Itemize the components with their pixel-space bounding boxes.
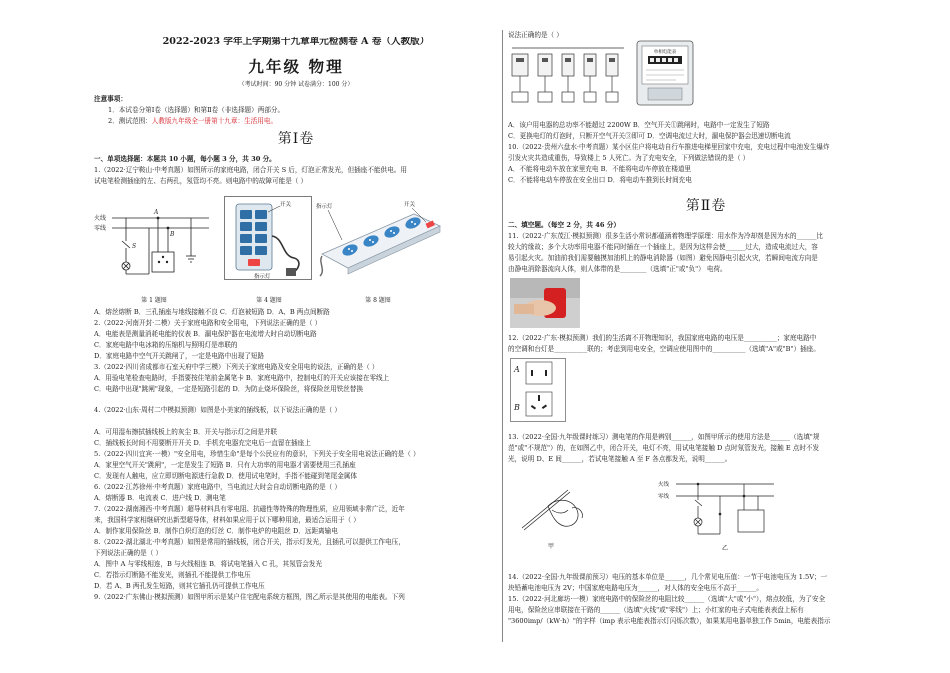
q2-stem: 2.（2022·河南开封·二模）关于家庭电路和安全用电，下列说法正确的是（ ） [94, 319, 322, 327]
q2-option-ab: A．电能表是测量消耗电能的仪表 B．漏电保护器在电流增大时自动切断电路 [94, 330, 317, 338]
q11-line-1: 11.（2022·广东茂江·模拟预测）很多生活小常识都蕴涵着物理学原理：用水作为冷却剂是因为水的______比 [508, 232, 823, 240]
q14-line-2: 块铅蓄电池电压为 2V；中国家庭电路电压为______，对人体的安全电压不高于______。 [508, 584, 764, 592]
q4-power-strip-figure [224, 196, 312, 280]
q9-stem-continued: 说法正确的是（ ） [508, 31, 563, 39]
fig4-switch-label: 开关 [280, 202, 292, 208]
q8-option-c: C．若指示灯断路不能发光，则插孔不能提供工作电压 [94, 571, 251, 579]
q12-line-1: 12.（2022·广东·模拟预测）我们的生活离不开物理知识，我国家庭电路的电压是__________；家庭电路中 [508, 334, 817, 342]
node-a-label: A [154, 209, 159, 216]
q7-options: A．制作家用保险丝 B．制作白炽灯泡的灯丝 C．制作电炉的电阻丝 D．远距离输电 [94, 527, 338, 535]
q4-stem: 4.（2022·山东·周村二中模拟预测）如图是小美家的插线板，以下说法正确的是（ ） [94, 406, 341, 414]
part-two-title: 第Ⅱ卷 [685, 198, 727, 214]
q2-option-c: C．家庭电路中电冰箱的压缩机与照明灯是串联的 [94, 341, 238, 349]
exam-info: （考试时间：90 分钟 试卷满分：100 分） [238, 81, 354, 88]
socket-a-label: A [514, 365, 520, 374]
q10-option-ab: A．不能将电动车放在家里充电 B．不能将电动车停放在楼道里 [508, 165, 692, 173]
q13-line-2: 范"或"不规范"）的，在如图乙中，闭合开关，电灯不亮，用试电笔接触 D 点时氖管发光，接触 E 点时不发 [508, 444, 820, 452]
exam-header-line: 2022-2023 学年上学期第十九章单元检测卷 A 卷（人教版） [162, 37, 430, 47]
q9-option-ab: A．该户用电器的总功率不能超过 2200W B．空气开关①跳闸时，电路中一定发生了短路 [508, 121, 770, 129]
notice-item-2 [108, 116, 277, 126]
fig4-indicator-label: 指示灯 [254, 274, 271, 280]
notice-item-2-scope: 人教版九年级全一册第十九章：生活用电。 [151, 117, 278, 125]
caption-fig-8: 第 8 题图 [365, 297, 391, 304]
q1-line-2: 试电笔检测插座的左、右两孔，氖管均不亮。则电路中的故障可能是（ ） [94, 177, 308, 185]
fig-yi-neutral-label: 零线 [658, 494, 670, 500]
q15-line-2: 用电，保险丝应串联接在干路的______（选填"火线"或"零线"）上；小红家的电子式电能表表盘上标有 [508, 606, 804, 614]
q6-options: A．熔断器 B．电流表 C．进户线 D．测电笔 [94, 494, 226, 502]
q11-line-3: 易引起火灾。加油前我们需要触摸加油机上的静电消除器（如图）避免因静电引起火灾，若瞬间电流方向是 [508, 254, 818, 262]
column-divider [502, 30, 503, 642]
q13-figure-jia [512, 468, 592, 552]
q8-line-1: 8.（2022·湖北湖北·中考真题）如图是常用的插线板，闭合开关，指示灯发光，且插孔可以提供工作电压， [94, 538, 405, 546]
q13-figure-yi [658, 474, 778, 554]
q9-stem: 9.（2022·广东佛山·模拟预测）如图甲所示是某户住宅配电系统方框图，图乙所示是其使用的电能表。下列 [94, 593, 405, 601]
q1-line-1: 1.（2022·辽宁鞍山·中考真题）如图所示的家庭电路，闭合开关 S 后，灯泡正常发光，但插座不能供电。用 [94, 166, 407, 174]
live-wire-label: 火线 [94, 215, 107, 222]
q7-line-1: 7.（2022·湖南湘西·中考真题）超导材料具有零电阻、抗磁性等特殊的物理性质，应用领域非常广泛，近年 [94, 505, 405, 513]
fig8-indicator-label: 指示灯 [316, 204, 333, 210]
q3-option-ab: A．用验电笔检查电路时，手指要按住笔前金属笔卡 B．家庭电路中，控制电灯的开关应该接在零线上 [94, 374, 390, 382]
node-b-dot [167, 227, 170, 230]
q3-option-cd: C．电路中出现"跳闸"现象，一定是短路引起的 D．为防止烧坏保险丝，将保险丝用铁丝替换 [94, 385, 364, 393]
switch-s-label: S [132, 243, 137, 250]
exam-title: 九年级 物理 [248, 58, 344, 76]
notice-title: 注意事项： [94, 95, 127, 103]
q8-option-ab: A．图中 A 与零线相连，B 与火线相连 B．将试电笔插入 C 孔，其氖管会发光 [94, 560, 323, 568]
q4-option-cd: C．插线板长时间不用要断开开关 D．手机充电器充完电后一直留在插座上 [94, 439, 311, 447]
q13-line-1: 13.（2022·全国·九年级课时练习）测电笔的作用是辨别______，如图甲所示的使用方法是______（选填"规 [508, 433, 820, 441]
q14-line-1: 14.（2022·全国·九年级课前预习）电压的基本单位是______，几个常见电压值：一节干电池电压为 1.5V；一 [508, 573, 828, 581]
q5-option-ab: A．家里空气开关"跳闸"，一定是发生了短路 B．只有大功率的用电器才需要使用三孔插座 [94, 461, 356, 469]
figure-jia-label: 甲 [548, 543, 555, 550]
q11-line-2: 较大的缘故；多个大功率用电器不能同时插在一个插座上，是因为这样会使______过大，造成电流过大，容 [508, 243, 818, 251]
q8-power-strip-figure [316, 196, 446, 280]
q4-option-ab: A．可用湿布擦拭插线板上的灰尘 B．开关与指示灯之间是并联 [94, 428, 278, 436]
strip-switch-icon [248, 259, 260, 266]
q15-line-1: 15.（2022·河北廊坊·一模）家庭电路中的保险丝的电阻比较______（选填"大"或"小"），熔点较低，为了安全 [508, 595, 826, 603]
q12-line-2: 的空调和台灯是__________联的；考虑到用电安全，空调应使用图中的__________（选填"A"或"B"）插座。 [508, 345, 820, 353]
caption-fig-1: 第 1 题图 [141, 297, 167, 304]
q12-sockets-figure [510, 358, 566, 422]
q10-line-1: 10.（2022·贵州六盘水·中考真题）某小区住户将电动自行车推进电梯里回家中充电，充电过程中电池发生爆炸 [508, 143, 830, 151]
q11-line-4: 由静电消除器流向人体，则人体带的是________（选填"正"或"负"） 电荷。 [508, 265, 727, 273]
q2-option-d: D．家庭电路中空气开关跳闸了，一定是电路中出现了短路 [94, 352, 265, 360]
q9-electric-meter [636, 40, 694, 106]
section-one-heading: 一、单项选择题：本题共 10 小题，每小题 3 分，共 30 分。 [94, 155, 276, 163]
q7-line-2: 来，我国科学家相继研究出新型超导体，材料如果应用于以下哪种用途，最适合运用于（ ） [94, 516, 360, 524]
neutral-wire-label: 零线 [94, 225, 107, 232]
q9-distribution-diagram [508, 40, 628, 106]
fig-yi-live-label: 火线 [658, 482, 670, 488]
q5-stem: 5.（2022·四川宜宾·一模）"安全用电，珍惜生命"是每个公民应有的意识，下列关于安全用电说法正确的是（ ） [94, 450, 420, 458]
q13-line-3: 光，说明 D、E 间______，若试电笔接触 A 至 F 各点都发光，说明______。 [508, 455, 732, 463]
figure-yi-label: 乙 [722, 545, 729, 552]
q8-option-d: D．若 A、B 两孔发生短路，则其它插孔仍可提供工作电压 [94, 582, 265, 590]
section-two-heading: 二、填空题。（每空 2 分，共 46 分） [508, 221, 620, 229]
q5-option-cd: C．发现有人触电，应立即切断电源进行急救 D．使用试电笔时，手指不能碰到笔尾金属体 [94, 472, 357, 480]
caption-fig-4: 第 4 题图 [256, 297, 282, 304]
q10-option-cd: C．不能将电动车停放在安全出口 D．将电动车推到长时间充电 [508, 176, 692, 184]
notice-item-2-prefix: 2．测试范围： [108, 117, 152, 125]
q3-stem: 3.（2022·四川省成都市石室天府中学三模）下列关于家庭电路及安全用电的说法，正确的是（ ） [94, 363, 379, 371]
socket-b-label: B [514, 403, 520, 412]
q1-circuit-diagram [94, 196, 214, 278]
q1-options: A．熔丝熔断 B．三孔插座与地线接触不良 C．灯泡被短路 D．A、B 两点间断路 [94, 308, 330, 316]
node-a-dot [157, 217, 160, 220]
q9-option-cd: C．更换电灯的灯泡时，只断开空气开关③即可 D．空调电流过大时，漏电保护器会迅速切断电流 [508, 132, 791, 140]
q11-static-eliminator-photo [510, 278, 580, 328]
notice-item-1: 1．本试卷分第Ⅰ卷（选择题）和第Ⅱ卷（非选择题）两部分。 [108, 106, 285, 114]
q10-line-2: 引发火灾共造成重伤，导致楼上 5 人死亡。为了充电安全，下列做法错误的是（ ） [508, 154, 750, 162]
fig8-switch-label: 开关 [404, 202, 416, 208]
q8-line-2: 下列说法正确的是（ ） [94, 549, 163, 557]
q15-line-3: "3600imp/（kW·h）"的字样（imp 表示电能表指示灯闪烁次数），如果某用电器单独工作 5min，电能表指示 [508, 617, 831, 625]
node-b-label: B [170, 231, 175, 238]
q6-stem: 6.（2022·江苏徐州·中考真题）家庭电路中，当电流过大时会自动切断电路的是（ ） [94, 483, 341, 491]
meter-brand-label: 单相电能表 [653, 50, 677, 55]
part-one-title: 第Ⅰ卷 [277, 131, 315, 147]
